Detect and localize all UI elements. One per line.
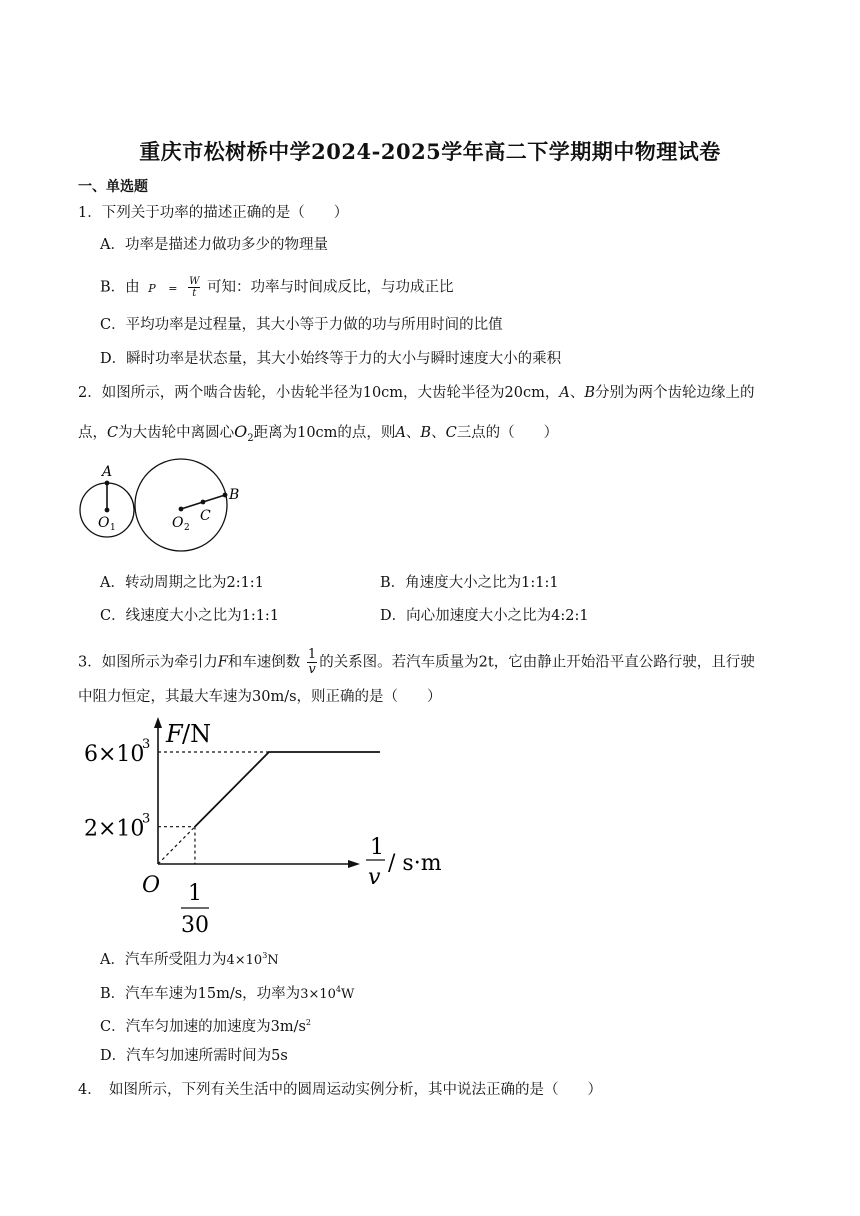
q2-var-c2: C xyxy=(445,425,457,441)
q2-text-4: 三点的（ ） xyxy=(456,425,559,441)
q2-stem-text-b: 分别为两个齿轮边缘上的 xyxy=(595,385,755,401)
q3-frac-den: v xyxy=(308,662,316,677)
formula-equals: = xyxy=(168,281,178,295)
q2-var-a: A xyxy=(559,385,570,401)
q3-text-2: 和车速倒数 xyxy=(227,654,301,671)
y-axis-var: F xyxy=(166,720,183,748)
y-tick-exponent: 3 xyxy=(142,811,151,827)
q3-stem-line2: 中阻力恒定，其最大车速为30m/s，则正确的是（ ） xyxy=(78,689,442,705)
large-gear-circle xyxy=(135,459,227,551)
y-axis-unit: /N xyxy=(182,720,212,748)
q2-stem-text-a: 2．如图所示，两个啮合齿轮，小齿轮半径为10cm，大齿轮半径为20cm， xyxy=(78,385,560,401)
q3-option-a xyxy=(100,947,279,970)
x-tick-den: 30 xyxy=(180,913,209,934)
q1-option-b-prefix: B．由 xyxy=(100,279,140,296)
formula-denominator: t xyxy=(192,288,197,299)
x-axis-label-num: 1 xyxy=(370,835,384,860)
y-axis-arrow xyxy=(154,717,162,728)
q2-stem-line1 xyxy=(78,384,755,402)
q2-text-1: 点， xyxy=(78,425,107,441)
q1-stem: 1．下列关于功率的描述正确的是（ ） xyxy=(78,205,349,221)
q2-text-3: 距离为10cm的点，则 xyxy=(253,425,396,441)
point-o2-dot xyxy=(179,507,184,512)
formula-p: P xyxy=(148,281,156,295)
q2-var-c: C xyxy=(107,425,119,441)
y-tick-exponent: 3 xyxy=(142,737,151,752)
label-c: C xyxy=(200,508,211,524)
force-vs-inverse-speed-chart xyxy=(76,712,456,934)
point-b-dot xyxy=(223,493,228,498)
label-o2-sub: 2 xyxy=(184,523,190,533)
label-b: B xyxy=(229,487,240,503)
formula-numerator: W xyxy=(189,276,200,287)
point-a-dot xyxy=(105,481,110,486)
q3-option-a-exp: 3 xyxy=(262,951,268,960)
q1-option-c: C．平均功率是过程量，其大小等于力做的功与所用时间的比值 xyxy=(100,317,503,333)
q1-option-b xyxy=(100,276,454,299)
force-series-line xyxy=(195,752,380,827)
x-axis-arrow xyxy=(348,860,360,868)
y-tick-label: 2×10 xyxy=(84,816,145,842)
label-o1-sub: 1 xyxy=(110,523,116,533)
q2-sep2: 、 xyxy=(431,425,446,441)
q2-option-b: B．角速度大小之比为1:1:1 xyxy=(380,575,559,591)
q3-option-b-value: 3×10 xyxy=(300,986,336,1002)
q2-sep1: 、 xyxy=(405,425,421,441)
q2-stem-line2 xyxy=(78,423,558,448)
origin-dashed-extension xyxy=(158,827,195,864)
q3-option-b xyxy=(100,981,354,1004)
q2-var-o-sub: 2 xyxy=(247,432,254,444)
q2-option-d: D．向心加速度大小之比为4:2:1 xyxy=(380,608,589,624)
q2-sep: 、 xyxy=(569,385,585,401)
page-title: 重庆市松树桥中学2024-2025学年高二下学期期中物理试卷 xyxy=(139,139,721,164)
q2-option-c: C．线速度大小之比为1:1:1 xyxy=(100,608,280,624)
label-a: A xyxy=(102,464,113,480)
q3-option-d: D．汽车匀加速所需时间为5s xyxy=(100,1048,288,1064)
q1-option-b-text: 可知：功率与时间成反比，与功成正比 xyxy=(207,279,454,296)
formula-fraction xyxy=(188,276,200,299)
q2-option-a: A．转动周期之比为2:1:1 xyxy=(100,575,264,591)
q3-frac-num: 1 xyxy=(307,647,317,662)
q2-text-2: 为大齿轮中离圆心 xyxy=(118,425,235,441)
q4-stem: 4． 如图所示，下列有关生活中的圆周运动实例分析，其中说法正确的是（ ） xyxy=(78,1082,602,1098)
q3-option-b-exp: 4 xyxy=(335,985,341,994)
q1-option-d: D．瞬时功率是状态量，其大小始终等于力的大小与瞬时速度大小的乘积 xyxy=(100,351,562,367)
q2-var-o: O xyxy=(234,422,248,441)
q3-option-c-text: C．汽车匀加速的加速度为3m/s xyxy=(100,1018,306,1035)
x-tick-num: 1 xyxy=(187,881,202,906)
q3-text-3: 的关系图。若汽车质量为2t，它由静止开始沿平直公路行驶，且行驶 xyxy=(319,654,755,671)
label-o1: O xyxy=(98,515,110,531)
q1-option-a: A．功率是描述力做功多少的物理量 xyxy=(100,237,328,253)
q2-var-b2: B xyxy=(420,425,432,441)
x-axis-label-den: v xyxy=(368,865,381,890)
label-o2: O xyxy=(172,515,184,531)
q3-stem-line1 xyxy=(78,648,755,677)
q2-var-b: B xyxy=(584,385,596,401)
x-axis-unit: / s·m xyxy=(388,851,442,876)
point-o1-dot xyxy=(105,508,110,513)
section-heading: 一、单选题 xyxy=(78,179,148,195)
q3-option-a-unit: N xyxy=(267,952,279,968)
y-tick-label: 6×10 xyxy=(84,742,145,767)
q3-option-b-unit: W xyxy=(341,986,355,1002)
origin-label: O xyxy=(142,873,161,898)
point-c-dot xyxy=(201,500,206,505)
q3-option-b-text: B．汽车车速为15m/s，功率为 xyxy=(100,985,301,1002)
q2-var-a2: A xyxy=(395,425,406,441)
q3-option-a-value: 4×10 xyxy=(226,952,263,968)
q3-option-c xyxy=(100,1014,311,1036)
gears-figure xyxy=(76,458,256,558)
q3-option-a-text: A．汽车所受阻力为 xyxy=(100,951,227,968)
q3-option-c-exp: 2 xyxy=(305,1018,311,1027)
q3-text-1: 3．如图所示为牵引力 xyxy=(78,654,218,671)
q3-inverse-v-fraction xyxy=(307,648,317,677)
q3-var-f: F xyxy=(217,654,228,671)
